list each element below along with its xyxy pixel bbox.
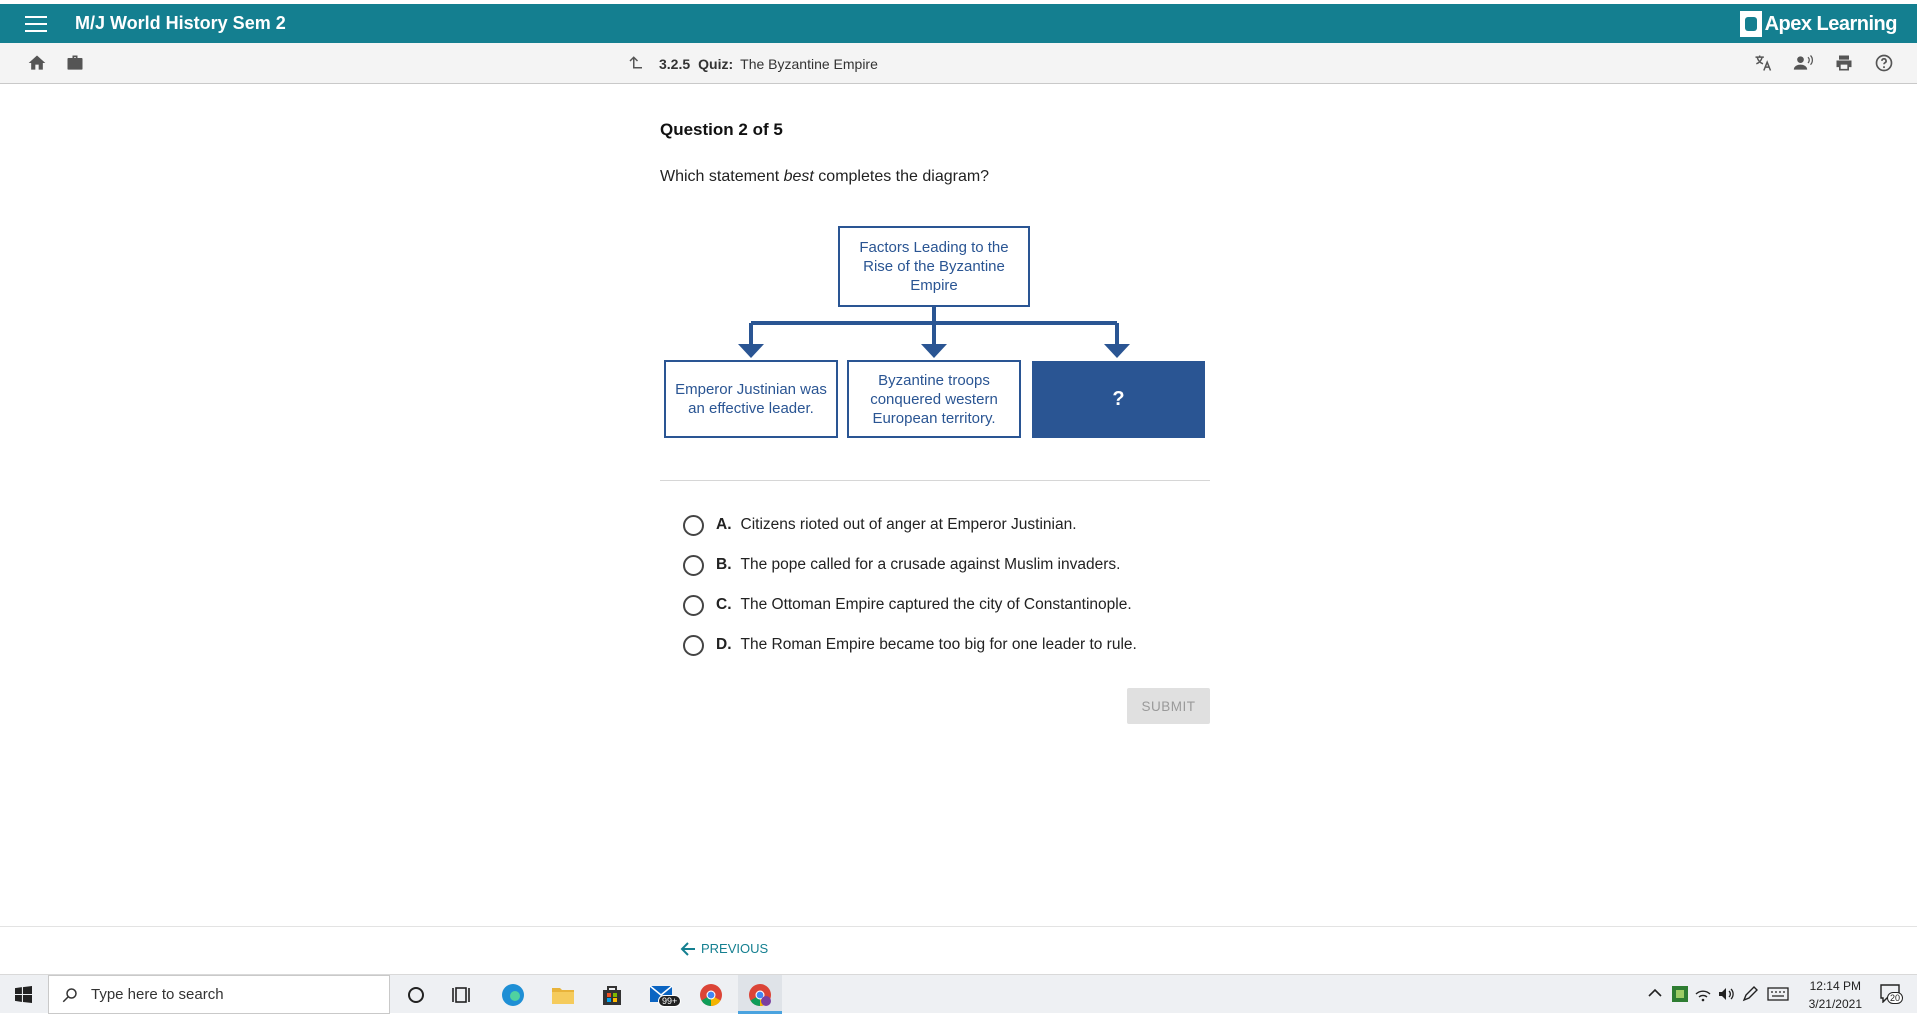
radio-button[interactable] <box>683 595 704 616</box>
pen-icon[interactable] <box>1741 985 1759 1003</box>
briefcase-icon[interactable] <box>64 53 86 73</box>
clock-date: 3/21/2021 <box>1808 997 1862 1011</box>
app-header <box>0 4 1917 43</box>
option-text: Citizens rioted out of anger at Emperor Justinian. <box>740 516 1077 533</box>
file-explorer-icon[interactable] <box>550 982 576 1008</box>
notifications[interactable] <box>1879 983 1905 1007</box>
notification-count: 20 <box>1887 992 1903 1004</box>
task-view-icon[interactable] <box>450 982 476 1008</box>
option-c[interactable] <box>683 585 1137 625</box>
text-to-speech-icon[interactable] <box>1792 53 1814 73</box>
brand-logo <box>1740 11 1897 37</box>
clock[interactable] <box>1809 977 1862 1013</box>
option-letter: A. <box>716 516 732 533</box>
arrow-right <box>1104 344 1130 358</box>
course-title: M/J World History Sem 2 <box>75 13 286 33</box>
option-letter: D. <box>716 636 732 653</box>
option-letter: B. <box>716 556 732 573</box>
search-placeholder: Type here to search <box>91 986 224 1003</box>
answer-options <box>683 505 1137 665</box>
clock-time: 12:14 PM <box>1809 979 1861 993</box>
taskbar-search[interactable] <box>48 975 390 1014</box>
option-b[interactable] <box>683 545 1137 585</box>
arrow-middle <box>921 344 947 358</box>
diagram-top-box: Factors Leading to the Rise of the Byzantine Empire <box>838 226 1030 307</box>
previous-label: PREVIOUS <box>701 941 769 956</box>
mail-app[interactable] <box>648 981 684 1011</box>
radio-button[interactable] <box>683 515 704 536</box>
chrome-icon[interactable] <box>698 982 724 1008</box>
wifi-icon[interactable] <box>1694 986 1712 1002</box>
divider <box>660 480 1210 481</box>
help-icon[interactable] <box>1873 53 1895 73</box>
store-icon[interactable] <box>599 982 625 1008</box>
keyboard-icon[interactable] <box>1767 986 1789 1002</box>
apex-logo-icon <box>1740 11 1762 37</box>
option-a[interactable] <box>683 505 1137 545</box>
diagram-box-middle: Byzantine troops conquered western European territory. <box>847 360 1021 438</box>
prompt-text-end: completes the diagram? <box>813 168 990 185</box>
volume-icon[interactable] <box>1717 986 1735 1002</box>
option-d[interactable] <box>683 625 1137 665</box>
navigation-bar <box>0 926 1917 974</box>
brand-name: Apex Learning <box>1764 12 1897 35</box>
chrome-profile-active[interactable] <box>738 975 782 1014</box>
windows-start-icon[interactable] <box>15 986 32 1003</box>
search-icon <box>61 986 79 1004</box>
lesson-number: 3.2.5 <box>659 56 691 72</box>
question-prompt <box>660 168 1210 186</box>
chrome-profile-icon <box>747 982 773 1008</box>
previous-button[interactable] <box>680 941 768 956</box>
nvidia-icon[interactable] <box>1672 986 1688 1002</box>
breadcrumb <box>627 55 878 73</box>
prompt-emphasis: best <box>783 168 814 185</box>
print-icon[interactable] <box>1833 53 1855 73</box>
activity-type: Quiz: <box>698 56 734 72</box>
radio-button[interactable] <box>683 635 704 656</box>
prompt-text: Which statement <box>660 168 784 185</box>
option-text: The Roman Empire became too big for one leader to rule. <box>740 636 1137 653</box>
toolbar <box>0 43 1917 84</box>
question-area <box>660 120 1210 186</box>
level-up-icon[interactable] <box>627 55 645 73</box>
activity-title: The Byzantine Empire <box>740 56 878 72</box>
os-taskbar <box>0 974 1917 1013</box>
edge-browser-icon[interactable] <box>500 982 526 1008</box>
mail-badge: 99+ <box>658 995 681 1007</box>
cortana-icon[interactable] <box>403 982 429 1008</box>
menu-icon[interactable] <box>25 16 47 32</box>
translate-icon[interactable] <box>1752 53 1774 73</box>
option-letter: C. <box>716 596 732 613</box>
radio-button[interactable] <box>683 555 704 576</box>
factor-diagram <box>664 226 1205 440</box>
arrow-left-icon <box>680 942 696 956</box>
option-text: The Ottoman Empire captured the city of Constantinople. <box>740 596 1132 613</box>
arrow-left <box>738 344 764 358</box>
chevron-up-icon[interactable] <box>1648 988 1662 998</box>
question-counter: Question 2 of 5 <box>660 120 783 139</box>
home-icon[interactable] <box>26 53 48 73</box>
diagram-box-left: Emperor Justinian was an effective leader. <box>664 360 838 438</box>
option-text: The pope called for a crusade against Muslim invaders. <box>740 556 1121 573</box>
diagram-box-unknown: ? <box>1032 361 1205 438</box>
submit-button[interactable]: SUBMIT <box>1127 688 1210 724</box>
